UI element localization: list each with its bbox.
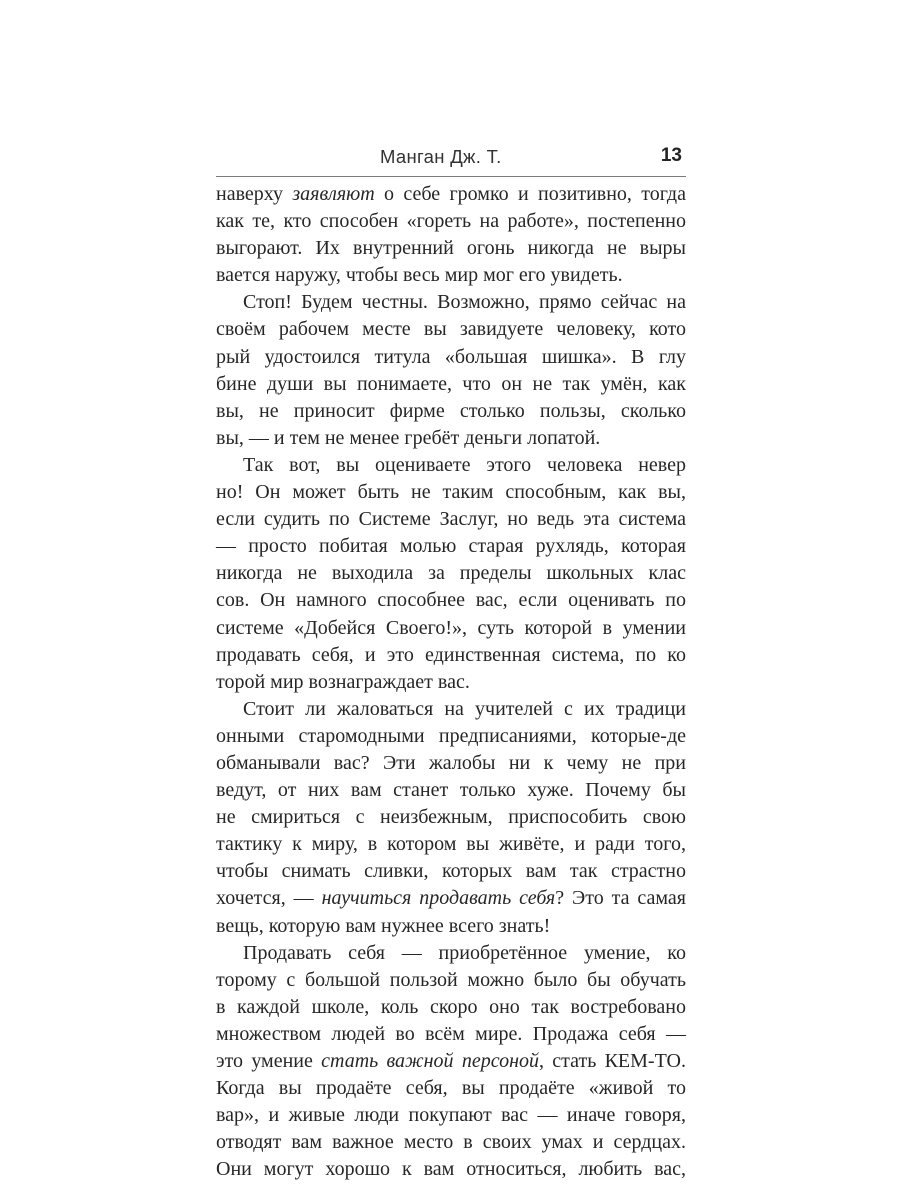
text-run: бине души вы понимаете, что он не так умён, как <box>216 372 686 395</box>
text-run: хочется, — <box>216 887 322 910</box>
text-run: никогда не выходила за пределы школьных клас <box>216 562 686 585</box>
text-run: системе «Добейся Своего!», суть которой в умении <box>216 616 686 639</box>
text-run: выгорают. Их внутренний огонь никогда не выры <box>216 237 686 260</box>
text-line <box>216 750 686 777</box>
paragraph-2 <box>216 289 686 452</box>
text-run: Стоит ли жаловаться на учителей с их традици <box>243 697 686 720</box>
text-run: вар», и живые люди покупают вас — иначе говоря, <box>216 1104 686 1127</box>
text-line <box>216 479 686 506</box>
text-line <box>216 533 686 560</box>
text-run: обманывали вас? Эти жалобы ни к чему не при <box>216 751 686 774</box>
text-line <box>216 858 686 885</box>
text-run: наверху <box>216 183 293 205</box>
text-run: Когда вы продаёте себя, вы продаёте «живой то <box>216 1077 686 1100</box>
text-line <box>216 967 686 994</box>
text-run: о себе громко и позитивно, тогда <box>374 183 686 205</box>
text-line <box>216 642 686 669</box>
page-number: 13 <box>660 145 682 166</box>
text-run: торой мир вознаграждает вас. <box>216 670 470 693</box>
text-run: ? Это та самая <box>555 887 687 910</box>
italic-emphasis: стать важной персоной <box>321 1050 539 1072</box>
text-run: Стоп! Будем честны. Возможно, прямо сейчас на <box>243 291 686 314</box>
text-line <box>216 615 686 642</box>
text-run: продавать себя, и это единственная система, по ко <box>216 643 686 666</box>
text-run: Они могут хорошо к вам относиться, любить вас, <box>216 1158 686 1181</box>
text-run: в каждой школе, коль скоро оно так востребовано <box>216 995 686 1018</box>
header-rule <box>216 176 686 177</box>
text-line <box>216 506 686 533</box>
text-run: вы, — и тем не менее гребёт деньги лопатой. <box>216 426 601 449</box>
text-line <box>216 1021 686 1048</box>
text-run: ведут, от них вам станет только хуже. Почему бы <box>216 779 686 802</box>
text-run: но! Он может быть не таким способным, как вы, <box>216 481 686 504</box>
text-line <box>216 398 686 425</box>
text-line <box>216 913 686 940</box>
running-head: Манган Дж. Т. <box>380 146 502 167</box>
text-run: чтобы снимать сливки, которых вам так страстно <box>216 860 686 883</box>
text-line <box>216 1129 686 1156</box>
text-line <box>216 371 686 398</box>
text-run: отводят вам важное место в своих умах и сердцах. <box>216 1131 686 1154</box>
text-line <box>216 208 686 235</box>
text-line <box>216 262 686 289</box>
text-run: как те, кто способен «гореть на работе», постепенно <box>216 210 686 233</box>
text-run: вы, не приносит фирме столько пользы, сколько <box>216 399 686 422</box>
text-line <box>216 289 686 316</box>
italic-emphasis: научиться продавать себя <box>321 887 556 910</box>
text-run: рый удостоился титула «большая шишка». В глу <box>216 345 686 368</box>
text-run: вещь, которую вам нужнее всего знать! <box>216 914 551 937</box>
text-run: , стать КЕМ-ТО. <box>539 1050 686 1072</box>
paragraph-1 <box>216 181 686 289</box>
text-line <box>216 1102 686 1129</box>
text-line <box>216 181 686 208</box>
italic-emphasis: заявляют <box>292 183 375 205</box>
text-line <box>216 723 686 750</box>
text-run: сов. Он намного способнее вас, если оценивать по <box>216 589 686 612</box>
text-run: — просто побитая молью старая рухлядь, которая <box>216 535 686 558</box>
text-line <box>216 885 686 912</box>
text-line <box>216 1048 686 1075</box>
text-line <box>216 587 686 614</box>
text-line <box>216 1156 686 1183</box>
text-run: торому с большой пользой можно было бы обучать <box>216 968 686 991</box>
paragraph-5 <box>216 940 686 1184</box>
text-run: Продавать себя — приобретённое умение, ко <box>243 941 686 964</box>
text-run: если судить по Системе Заслуг, но ведь эта система <box>216 508 686 531</box>
text-line <box>216 425 686 452</box>
text-line <box>216 777 686 804</box>
text-line <box>216 940 686 967</box>
text-run: тактику к миру, в котором вы живёте, и ради того, <box>216 833 686 856</box>
text-run: это умение <box>216 1050 322 1072</box>
text-run: вается наружу, чтобы весь мир мог его увидеть. <box>216 264 623 287</box>
text-line <box>216 696 686 723</box>
body-text <box>216 181 686 1183</box>
page-header <box>216 143 686 173</box>
text-run: не смириться с неизбежным, приспособить свою <box>216 806 686 829</box>
text-line <box>216 831 686 858</box>
paragraph-4 <box>216 696 686 940</box>
text-line <box>216 1075 686 1102</box>
text-run: Так вот, вы оцениваете этого человека невер <box>243 453 686 476</box>
text-line <box>216 235 686 262</box>
text-line <box>216 316 686 343</box>
text-line <box>216 452 686 479</box>
text-line <box>216 344 686 371</box>
text-line <box>216 669 686 696</box>
text-line <box>216 994 686 1021</box>
text-line <box>216 560 686 587</box>
text-run: своём рабочем месте вы завидуете человеку, кото <box>216 318 686 341</box>
text-line <box>216 804 686 831</box>
text-run: онными старомодными предписаниями, которые-де <box>216 724 686 747</box>
paragraph-3 <box>216 452 686 696</box>
text-run: множеством людей во всём мире. Продажа себя — <box>216 1022 686 1045</box>
